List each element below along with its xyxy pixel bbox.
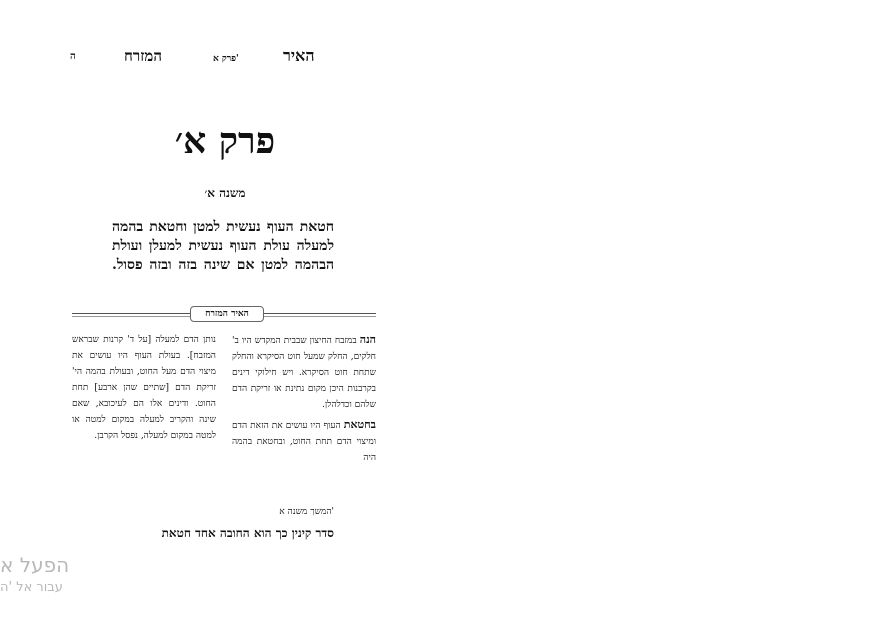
commentary-paragraph [232,332,376,413]
activation-watermark-subtitle: עבור אל 'ה [0,580,63,595]
paragraph-lead-word: הנה [359,333,376,346]
commentary-paragraph: נותן הדם למעלה [על ד' קרנות שבראש המזבח]. בעולת העוף היו עושים את מיצוי הדם מעל החוט, ובעולת בהמה הי' זריקת הדם [שתיים שהן ארבע] תחת החוט. ודינים אלו הם לעיכובא, שאם שינה והקריב למעלה במקום למטה או למטה במקום למעלה, נפסל הקרבן. [72,335,216,441]
commentary-column-left [72,332,216,448]
paragraph-lead-word: בחטאת [343,418,376,431]
commentary-divider [72,305,376,323]
continuation-label: המשך משנה א' [279,507,334,517]
page-number: ה [70,51,76,62]
chapter-title: פרק א׳ [174,120,276,162]
running-header-sefer: המזרח [124,47,162,65]
mishna-text: חטאת העוף נעשית למטן וחטאת בהמה למעלה עולת העוף נעשית למעלן ועולת הבהמה למטן אם שינה בזה ובזה פסול. [112,219,334,273]
continuation-text: סדר קינין כך הוא החובה אחד חטאת [161,526,334,540]
paragraph-text: העוף היו עושים את הזאת הדם ומיצוי הדם תחת החוט, ובחטאת בהמה היה [232,421,376,463]
commentary-column-right [232,332,376,470]
activation-watermark-title: הפעל א [0,553,70,577]
running-header-book: האיר [283,46,315,65]
paragraph-text: במזבח החיצון שבבית המקדש היו ב' חלקים, החלק שמעל חוט הסיקרא והחלק שתחת חוט הסיקרא. ויש חילוקי דינים בקרבנות היכן מקום נתינת או זריקת הדם שלהם וכדלהלן. [232,336,376,410]
commentary-paragraph [232,417,376,466]
mishna-label: משנה א׳ [204,186,246,200]
commentary-title: האיר המזרח [190,306,264,322]
running-header-perek: פרק א' [213,54,239,64]
